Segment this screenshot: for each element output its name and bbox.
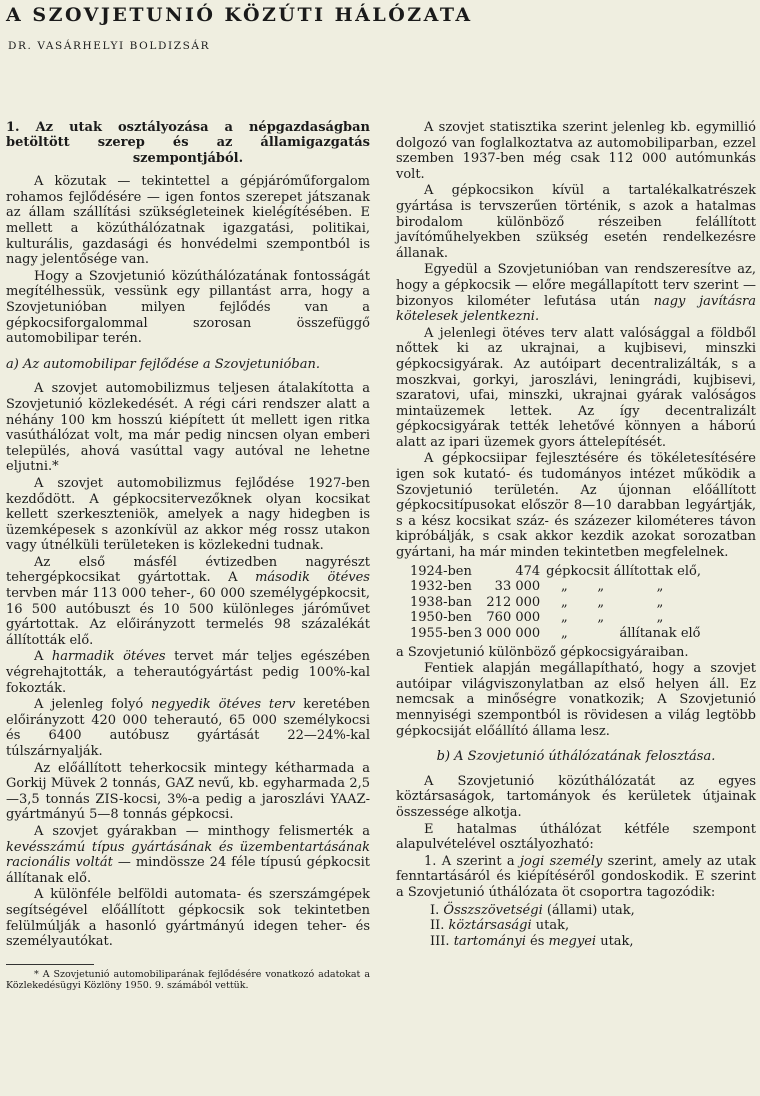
text: utak, <box>596 933 634 949</box>
text: A <box>34 649 52 665</box>
text: szerint, amely az utak fenntartásáról és kiépítéséről gondoskodik. E szerint a Szovjetunió úthálózata öt csoportra tagozódik: <box>396 853 756 900</box>
production-cell: állítanak elő <box>619 626 701 641</box>
paragraph: A gépkocsikon kívül a tartalékalkatrészek gyártása is tervszerűen történik, s azok a hatalmas birodalom különböző részeiben felállított javítóműhelyekben szükség esetén rendelkezésre állanak. <box>396 183 756 261</box>
emphasis: megyei <box>548 933 597 949</box>
paragraph: Hogy a Szovjetunió közúthálózatának fontosságát megítélhessük, vessünk egy pillantást arra, hogy a Szovjetunióban milyen fejlődés van a gépkocsiforgalommal szorosan összefüggő automobilipar terén. <box>6 268 370 347</box>
paragraph <box>6 649 370 696</box>
production-cell: 3 000 000 <box>474 626 541 641</box>
production-row <box>410 610 701 626</box>
production-cell: 760 000 <box>486 610 541 626</box>
production-cell: 474 <box>515 563 541 579</box>
production-cell: 1932-ben <box>410 579 472 595</box>
text: III. <box>430 933 450 949</box>
production-table <box>410 564 701 642</box>
emphasis: nagy javításra kötelesek jelentkezni. <box>396 293 756 325</box>
subsection-heading-b <box>396 749 756 765</box>
paragraph: A gépkocsiipar fejlesztésére és tökéletesítésére igen sok kutató- és tudományos intézet működik a Szovjetunió területén. Az újonnan előállított gépkocsitípusokat először 8—10 darabban legyártják, s a kész kocsikat száz- és százezer kilométeres távon kipróbálják, s csak akkor kezdik azokat sorozatban gyártani, ha már minden tekintetben megfelelnek. <box>396 451 756 561</box>
production-cell: 1955-ben <box>410 626 472 641</box>
production-cell <box>583 626 619 642</box>
text: (állami) utak, <box>542 902 635 918</box>
text: Az első másfél évtizedben nagyrészt tehergépkocsikat gyártottak. A <box>6 554 370 586</box>
list-item <box>396 934 756 950</box>
production-cell: 33 000 <box>494 579 541 595</box>
paragraph: A különféle belföldi automata- és szerszámgépek segítségével előállított gépkocsik sok tekintetben felülmúlják a hasonló gyártmányú idegen teher- és személyautókat. <box>6 887 370 950</box>
production-row <box>410 626 701 642</box>
production-cell: „ <box>561 626 568 641</box>
paragraph <box>6 555 370 649</box>
section-heading: 1. Az utak osztályozása a népgazdaságban betöltött szerep és az államigazgatás szempontjából. <box>6 120 370 166</box>
emphasis: jogi személy <box>519 853 603 869</box>
production-cell: gépkocsit állítottak elő, <box>546 563 701 579</box>
production-cell: „ <box>561 579 568 595</box>
paragraph <box>6 824 370 886</box>
paragraph: A szovjet statisztika szerint jelenleg kb. egymillió dolgozó van foglalkoztatva az automobiliparban, ezzel szemben 1937-ben még csak 112 000 autómunkás volt. <box>396 120 756 182</box>
footnote: * A Szovjetunió automobiliparának fejlődésére vonatkozó adatokat a Közlekedésügyi Közlöny 1950. 9. számából vettük. <box>6 968 370 991</box>
list-item <box>396 918 756 934</box>
production-row <box>410 595 701 611</box>
subsection-heading-a <box>6 357 370 373</box>
subsection-heading-b-text: b) A Szovjetunió úthálózatának felosztása. <box>436 749 716 765</box>
emphasis: Összszövetségi <box>443 902 543 918</box>
text: A jelenleg folyó <box>34 697 151 713</box>
emphasis: második ötéves <box>255 570 370 586</box>
paragraph: A közutak — tekintettel a gépjáróműforgalom rohamos fejlődésére — igen fontos szerepet játszanak az állam szállítási szükségleteinek kielégítésében. E mellett a közúthálózatnak igazgatási, politikai, kulturális, gazdasági és honvédelmi szempontból is nagy jelentősége van. <box>6 174 370 268</box>
paragraph: A Szovjetunió közúthálózatát az egyes köztársaságok, tartományok és kerületek útjainak összessége alkotja. <box>396 773 756 820</box>
paragraph <box>396 262 756 324</box>
paragraph: A szovjet automobilizmus fejlődése 1927-ben kezdődött. A gépkocsitervezőknek olyan kocsikat kellett szerkeszteniök, amelyek a nagy hidegben is üzemképesek s azonkívül az akkor még rossz utakon vagy útnélküli területeken is közlekedni tudnak. <box>6 475 370 554</box>
production-cell: „ <box>597 610 605 626</box>
paragraph: a Szovjetunió különböző gépkocsigyáraiban. <box>396 644 689 660</box>
production-cell: „ <box>561 610 568 626</box>
footnote-divider <box>6 964 94 965</box>
text: 1. A szerint a <box>424 853 520 869</box>
emphasis: kevésszámú típus gyártásának és üzembentartásának racionális voltát <box>6 839 370 871</box>
production-cell: 212 000 <box>486 594 541 610</box>
emphasis: negyedik ötéves terv <box>150 697 296 713</box>
left-column <box>6 120 370 992</box>
production-cell: „ <box>561 594 568 610</box>
list-item <box>396 903 756 919</box>
text: és <box>525 933 549 949</box>
text: I. <box>430 902 440 918</box>
production-cell: „ <box>656 610 664 626</box>
paragraph <box>396 854 756 901</box>
paragraph: Az előállított teherkocsik mintegy kétharmada a Gorkij Müvek 2 tonnás, GAZ nevű, kb. egyharmada 2,5—3,5 tonnás ZIS-kocsi, 3%-a pedig a jaroszlávi YAAZ-gyártmányú 5—8 tonnás gépkocsi. <box>6 760 370 823</box>
production-row <box>410 579 701 595</box>
text: keretében előirányzott 420 000 teherautó, 65 000 személykocsi és 6400 autóbusz gyártását 22—24%-kal túlszárnyalják. <box>6 697 370 759</box>
text: Egyedül a Szovjetunióban van rendszeresítve az, hogy a gépkocsik — előre megállapított terv szerint — bizonyos kilométer lefutása után <box>396 262 756 309</box>
right-column <box>396 120 756 949</box>
paragraph: A jelenlegi ötéves terv alatt valósággal a földből nőttek ki az ukrajnai, a kujbisevi, minszki gépkocsigyárak. Az autóipart decentralizálták, s a moszkvai, gorkyi, jaroszlávi, leningrádi, kujbisevi, szaratovi, ufai, minszki, ukrajnai gyárak valóságos mintaüzemek lettek. Az így decentralizált gépkocsigyárak tették lehetővé könnyen a háború alatt az ipari üzemek gyors áttelepítését. <box>396 325 756 450</box>
subsection-heading-a-text: a) Az automobilipar fejlődése a Szovjetunióban. <box>6 356 320 372</box>
article-title: A SZOVJETUNIÓ KÖZÚTI HÁLÓZATA <box>6 4 473 26</box>
text: — mindössze 24 féle típusú gépkocsit állítanak elő. <box>6 855 371 886</box>
text: utak, <box>531 918 570 934</box>
production-cell: 1938-ban <box>410 594 472 610</box>
production-row <box>410 564 701 580</box>
production-cell: 1950-ben <box>410 610 472 626</box>
production-cell: „ <box>656 579 664 595</box>
emphasis: harmadik ötéves <box>51 649 166 665</box>
text: II. <box>430 918 445 934</box>
production-cell: „ <box>597 594 605 610</box>
paragraph: E hatalmas úthálózat kétféle szempont alapulvételével osztályozható: <box>396 821 756 853</box>
paragraph <box>6 697 370 759</box>
production-cell: „ <box>597 579 605 595</box>
text: A szovjet gyárakban — minthogy felismerték a <box>34 823 370 839</box>
production-cell: „ <box>656 594 664 610</box>
author-name: DR. VASÁRHELYI BOLDIZSÁR <box>8 40 211 52</box>
text: tervben már 113 000 teher-, 60 000 személygépkocsit, 16 500 autóbuszt és 10 500 különleges járóművet gyártottak. Az előirányzott termelés 98 százalékát állították elő. <box>6 586 370 648</box>
emphasis: köztársasági <box>448 918 532 934</box>
paragraph: A szovjet automobilizmus teljesen átalakította a Szovjetunió közlekedését. A régi cári rendszer alatt a néhány 100 km hosszú kiépített út mellett igen ritka vasúthálózat volt, ma már pedig nincsen olyan emberi település, ahová vasúttal vagy autóval ne lehetne eljutni.* <box>6 381 370 475</box>
paragraph: Fentiek alapján megállapítható, hogy a szovjet autóipar világviszonylatban az első helyen áll. Ez nemcsak a minőségre vonatkozik; A Szovjetunió mennyiségi szempontból is rövidesen a világ legtöbb gépkocsiját előállító állama lesz. <box>396 661 756 739</box>
production-cell: 1924-ben <box>410 563 472 579</box>
road-types-list <box>396 903 756 950</box>
emphasis: tartományi <box>453 933 526 949</box>
text: tervet már teljes egészében végrehajtották, a teherautógyártást pedig 100%-kal fokozták. <box>6 649 370 696</box>
